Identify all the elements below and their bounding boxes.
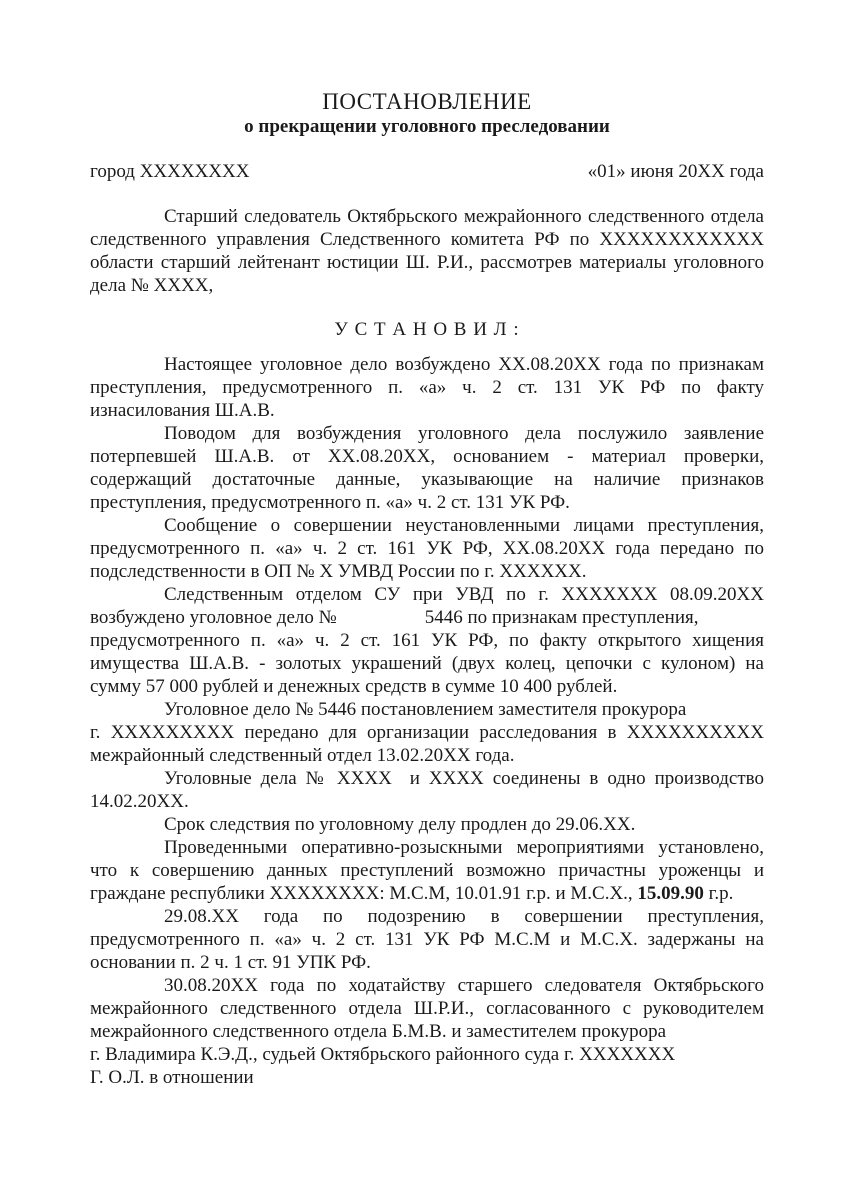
document-paragraph <box>90 836 764 905</box>
document-paragraph <box>90 353 764 422</box>
blank-case-number-space <box>337 622 425 623</box>
paragraph-text: г.р. <box>703 883 734 904</box>
paragraph-text: Проведенными оперативно-розыскными мероприятиями установлено, что к совершению данных преступлений возможно причастны уроженцы и граждане республики ХХХХХХХХ: М.С.М, 10.01.91 г.р. и М.С.Х., <box>90 837 764 904</box>
document-paragraph <box>90 813 764 836</box>
document-paragraph <box>90 514 764 583</box>
intro-paragraph: Старший следователь Октябрьского межрайонного следственного отдела следственного управления Следственного комитета РФ по ХХХХХХХХХХХХ области старший лейтенант юстиции Ш. Р.И., рассмотрев материалы уголовного дела № ХХХХ, <box>90 206 764 296</box>
document-subtitle: о прекращении уголовного преследовании <box>244 116 610 137</box>
paragraph-text: Следственным отделом СУ при УВД по г. ХХХХХХХ 08.09.20ХХ возбуждено уголовное дело № <box>90 584 764 628</box>
document-paragraph <box>90 422 764 514</box>
paragraph-text: Сообщение о совершении неустановленными лицами преступления, предусмотренного п. «а» ч. 2 ст. 161 УК РФ, ХХ.08.20ХХ года передано по подследственности в ОП № Х УМВД России по г. ХХХХХХ. <box>90 515 764 582</box>
paragraph-list <box>90 353 764 1089</box>
document-paragraph <box>90 698 764 767</box>
paragraph-text: предусмотренного п. «а» ч. 2 ст. 161 УК РФ, по факту открытого хищения имущества Ш.А.В. - золотых украшений (двух колец, цепочки с кулоном) на сумму 57 000 рублей и денежных средств в сумме 10 400 рублей. <box>90 630 764 697</box>
paragraph-text: Г. О.Л. в отношении <box>90 1067 254 1088</box>
city-value: город ХХХХХХХХ <box>90 161 250 182</box>
paragraph-text: Настоящее уголовное дело возбуждено ХХ.08.20ХХ года по признакам преступления, предусмотренного п. «а» ч. 2 ст. 131 УК РФ по факту изнасилования Ш.А.В. <box>90 354 764 421</box>
paragraph-text: Поводом для возбуждения уголовного дела послужило заявление потерпевшей Ш.А.В. от ХХ.08.20ХХ, основанием - материал проверки, содержащий достаточные данные, указывающие на наличие признаков преступления, предусмотренного п. «а» ч. 2 ст. 131 УК РФ. <box>90 423 764 513</box>
paragraph-text: г. Владимира К.Э.Д., судьей Октябрьского районного суда г. ХХХХХХХ <box>90 1044 676 1065</box>
paragraph-text: 30.08.20ХХ года по ходатайству старшего следователя Октябрьского межрайонного следственного отдела Ш.Р.И., согласованного с руководителем межрайонного следственного отдела Б.М.В. и заместителем прокурора <box>90 975 764 1042</box>
document-paragraph <box>90 905 764 974</box>
paragraph-text: Срок следствия по уголовному делу продлен до 29.06.ХХ. <box>164 814 636 835</box>
document-paragraph <box>90 767 764 813</box>
place-date-line <box>90 160 764 183</box>
resolution-heading: У С Т А Н О В И Л : <box>334 319 520 340</box>
document-title: ПОСТАНОВЛЕНИЕ <box>322 89 532 114</box>
paragraph-text: г. ХХХХХХХХХ передано для организации расследования в ХХХХХХХХХХ межрайонный следственный отдел 13.02.20ХХ года. <box>90 722 764 766</box>
emphasized-text: 15.09.90 <box>637 883 704 904</box>
date-value: «01» июня 20ХХ года <box>587 161 764 182</box>
paragraph-text: Уголовные дела № ХХХХ и ХХХХ соединены в одно производство 14.02.20ХХ. <box>90 768 764 812</box>
document-paragraph <box>90 583 764 698</box>
paragraph-text: 29.08.ХХ года по подозрению в совершении преступления, предусмотренного п. «а» ч. 2 ст. 131 УК РФ М.С.М и М.С.Х. задержаны на основании п. 2 ч. 1 ст. 91 УПК РФ. <box>90 906 764 973</box>
document-paragraph <box>90 974 764 1089</box>
paragraph-text: 5446 по признакам преступления, <box>424 607 699 628</box>
paragraph-text: Уголовное дело № 5446 постановлением заместителя прокурора <box>164 699 687 720</box>
